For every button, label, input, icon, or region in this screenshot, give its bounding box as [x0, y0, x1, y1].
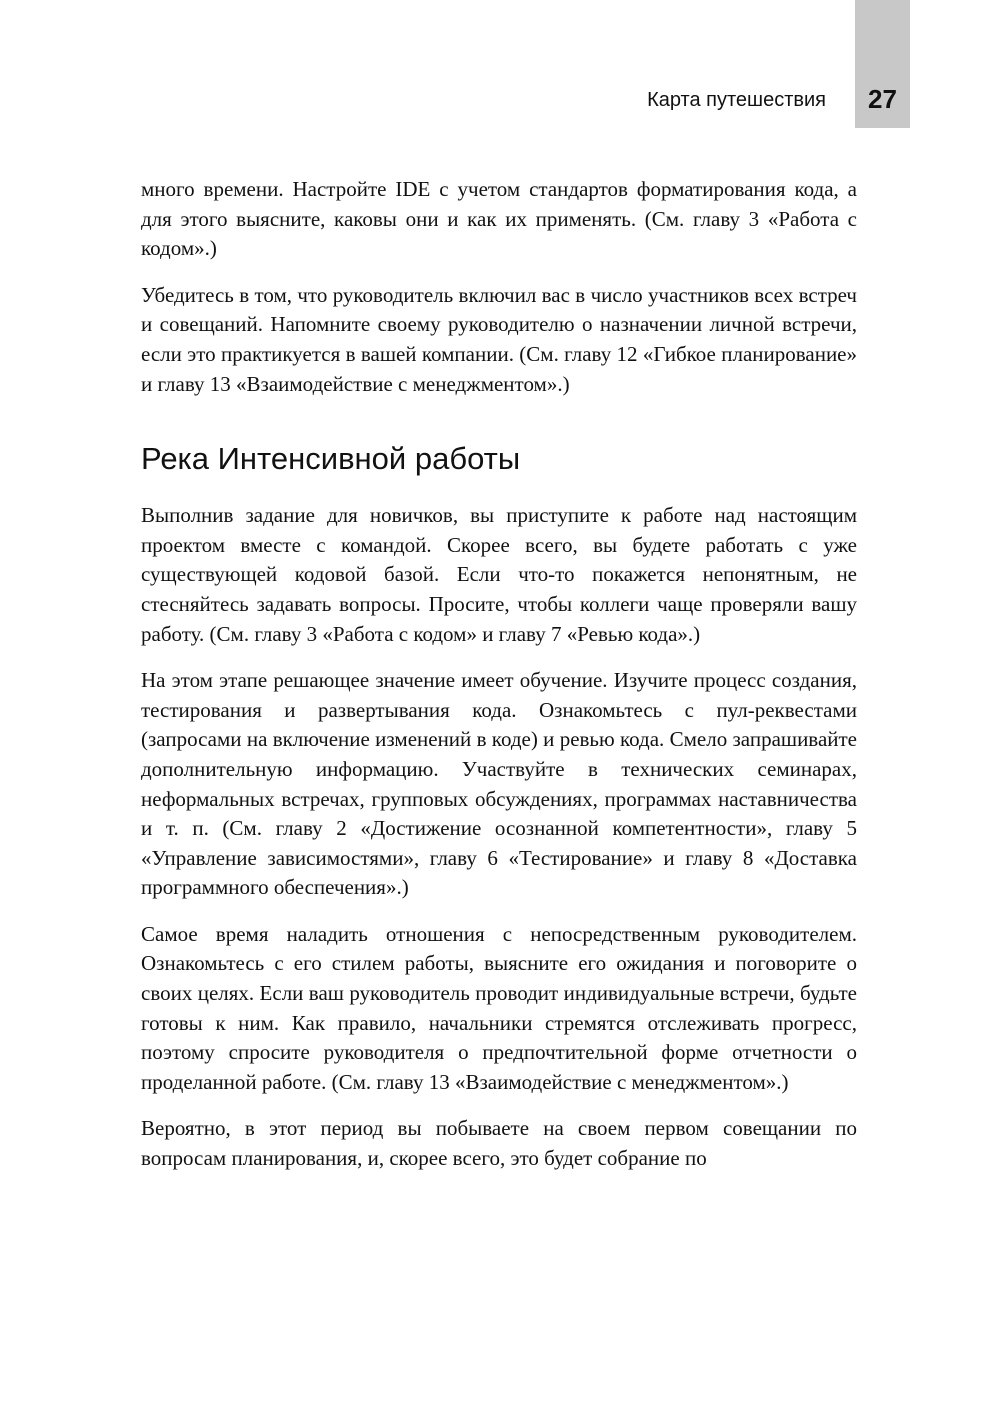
page-number: 27 [868, 84, 897, 114]
body-paragraph: Самое время наладить отношения с непосредственным руководителем. Ознакомьтесь с его стилем работы, выясните его ожидания и поговорите о своих целях. Если ваш руководитель проводит индивидуальные встречи, будьте готовы к ним. Как правило, начальники стремятся отслеживать прогресс, поэтому спросите руководителя о предпочтительной форме отчетности о проделанной работе. (См. главу 13 «Взаимодействие с менеджментом».) [141, 921, 857, 1094]
running-title: Карта путешествия [647, 89, 826, 111]
body-paragraph: Выполнив задание для новичков, вы приступите к работе над настоящим проектом вместе с командой. Скорее всего, вы будете работать с уже существующей кодовой базой. Если что-то покажется непонятным, не стесняйтесь задавать вопросы. Просите, чтобы коллеги чаще проверяли вашу работу. (См. главу 3 «Работа с кодом» и главу 7 «Ревью кода».) [141, 503, 857, 646]
body-paragraph: На этом этапе решающее значение имеет обучение. Изучите процесс создания, тестирования и развертывания кода. Ознакомьтесь с пул-реквестами (запросами на включение изменений в коде) и ревью кода. Смело запрашивайте дополнительную информацию. Участвуйте в технических семинарах, неформальных встречах, групповых обсуждениях, программах наставничества и т. п. (См. главу 2 «Достижение осознанной компетентности», главу 5 «Управление зависимостями», главу 6 «Тестирование» и главу 8 «Доставка программного обеспечения».) [141, 668, 857, 900]
page-number-tab [855, 0, 910, 128]
section-heading: Река Интенсивной работы [141, 441, 521, 477]
body-paragraph: много времени. Настройте IDE с учетом стандартов форматирования кода, а для этого выясните, каковы они и как их применять. (См. главу 3 «Работа с кодом».) [141, 177, 857, 261]
body-paragraph: Убедитесь в том, что руководитель включил вас в число участников всех встреч и совещаний. Напомните своему руководителю о назначении личной встречи, если это практикуется в вашей компании. (См. главу 12 «Гибкое планирование» и главу 13 «Взаимодействие с менеджментом».) [141, 282, 857, 396]
page-body [141, 175, 857, 1191]
body-paragraph: Вероятно, в этот период вы побываете на своем первом совещании по вопросам планирования, и, скорее всего, это будет собрание по [141, 1116, 857, 1171]
